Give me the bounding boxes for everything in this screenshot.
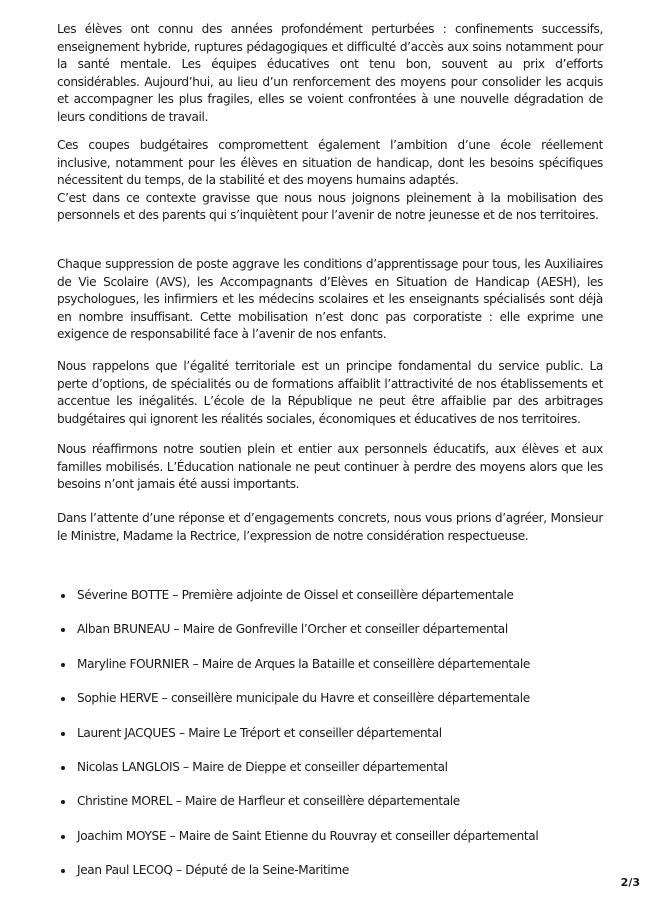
- signatory-item: [57, 828, 538, 862]
- bullet-icon: [61, 732, 65, 736]
- signatory-item: [57, 587, 538, 621]
- bullet-icon: [61, 766, 65, 770]
- signatory-text: Joachim MOYSE – Maire de Saint Etienne du Rouvray et conseiller départemental: [77, 828, 539, 843]
- paragraph-territorial-equality: Nous rappelons que l’égalité territoriale est un principe fondamental du service public. La perte d’options, de spécialités ou de formations affaiblit l’attractivité de nos établissements et accentue les inégalités. L’école de la République ne peut être affaiblie par des arbitrages budgétaires qui ignorent les réalités sociales, économiques et éducatives de nos territoires.: [57, 359, 603, 426]
- paragraph-budget-cuts: Ces coupes budgétaires compromettent également l’ambition d’une école réellement inclusive, notamment pour les élèves en situation de handicap, dont les besoins spécifiques nécessitent du temps, de la stabilité et des moyens humains adaptés.: [57, 138, 603, 188]
- signatories-list: [57, 587, 538, 897]
- signatory-item: [57, 862, 538, 896]
- signatory-text: Laurent JACQUES – Maire Le Tréport et conseiller départemental: [77, 725, 442, 740]
- signatory-text: Christine MOREL – Maire de Harfleur et conseillère départementale: [77, 794, 460, 809]
- paragraph-closing: Dans l’attente d’une réponse et d’engagements concrets, nous vous prions d’agréer, Monsieur le Ministre, Madame la Rectrice, l’expression de notre considération respectueuse.: [57, 511, 603, 543]
- paragraph-students-disruption: Les élèves ont connu des années profondément perturbées : confinements successifs, enseignement hybride, ruptures pédagogiques et difficulté d’accès aux soins notamment pour la santé mentale. Les équipes éducatives ont tenu bon, souvent au prix d’efforts considérables. Aujourd’hui, au lieu d’un renforcement des moyens pour consolider les acquis et accompagner les plus fragiles, elles se voient confrontées à une nouvelle dégradation de leurs conditions de travail.: [57, 22, 603, 124]
- bullet-icon: [61, 663, 65, 667]
- page-number: 2/3: [620, 876, 640, 889]
- signatory-text: Alban BRUNEAU – Maire de Gonfreville l’Orcher et conseiller départemental: [77, 622, 508, 637]
- paragraph-staff-cuts: Chaque suppression de poste aggrave les conditions d’apprentissage pour tous, les Auxiliaires de Vie Scolaire (AVS), les Accompagnants d’Elèves en Situation de Handicap (AESH), les psychologues, les infirmiers et les médecins scolaires et les enseignants spécialisés sont déjà en nombre insuffisant. Cette mobilisation n’est donc pas corporatiste : elle exprime une exigence de responsabilité face à l’avenir de nos enfants.: [57, 257, 603, 342]
- signatory-item: [57, 793, 538, 827]
- signatory-item: [57, 656, 538, 690]
- signatory-item: [57, 690, 538, 724]
- paragraph-support: Nous réaffirmons notre soutien plein et entier aux personnels éducatifs, aux élèves et aux familles mobilisés. L’Éducation nationale ne peut continuer à perdre des moyens alors que les besoins n’ont jamais été aussi importants.: [57, 442, 603, 492]
- signatory-item: [57, 725, 538, 759]
- paragraph-mobilisation: C’est dans ce contexte gravisse que nous nous joignons pleinement à la mobilisation des personnels et des parents qui s’inquiètent pour l’avenir de notre jeunesse et de nos territoires.: [57, 190, 603, 223]
- paragraph-group-inclusion: [57, 137, 603, 225]
- signatory-text: Séverine BOTTE – Première adjointe de Oissel et conseillère départementale: [77, 588, 514, 602]
- signatory-text: Nicolas LANGLOIS – Maire de Dieppe et conseiller départemental: [77, 759, 448, 774]
- signatory-item: [57, 621, 538, 655]
- signatory-text: Sophie HERVE – conseillère municipale du Havre et conseillère départementale: [77, 691, 530, 706]
- signatory-item: [57, 759, 538, 793]
- bullet-icon: [61, 594, 65, 598]
- bullet-icon: [61, 869, 65, 873]
- signatory-text: Jean Paul LECOQ – Député de la Seine-Maritime: [77, 863, 349, 878]
- bullet-icon: [61, 800, 65, 804]
- signatory-text: Maryline FOURNIER – Maire de Arques la Bataille et conseillère départementale: [77, 656, 530, 671]
- bullet-icon: [61, 628, 65, 632]
- bullet-icon: [61, 835, 65, 839]
- bullet-icon: [61, 697, 65, 701]
